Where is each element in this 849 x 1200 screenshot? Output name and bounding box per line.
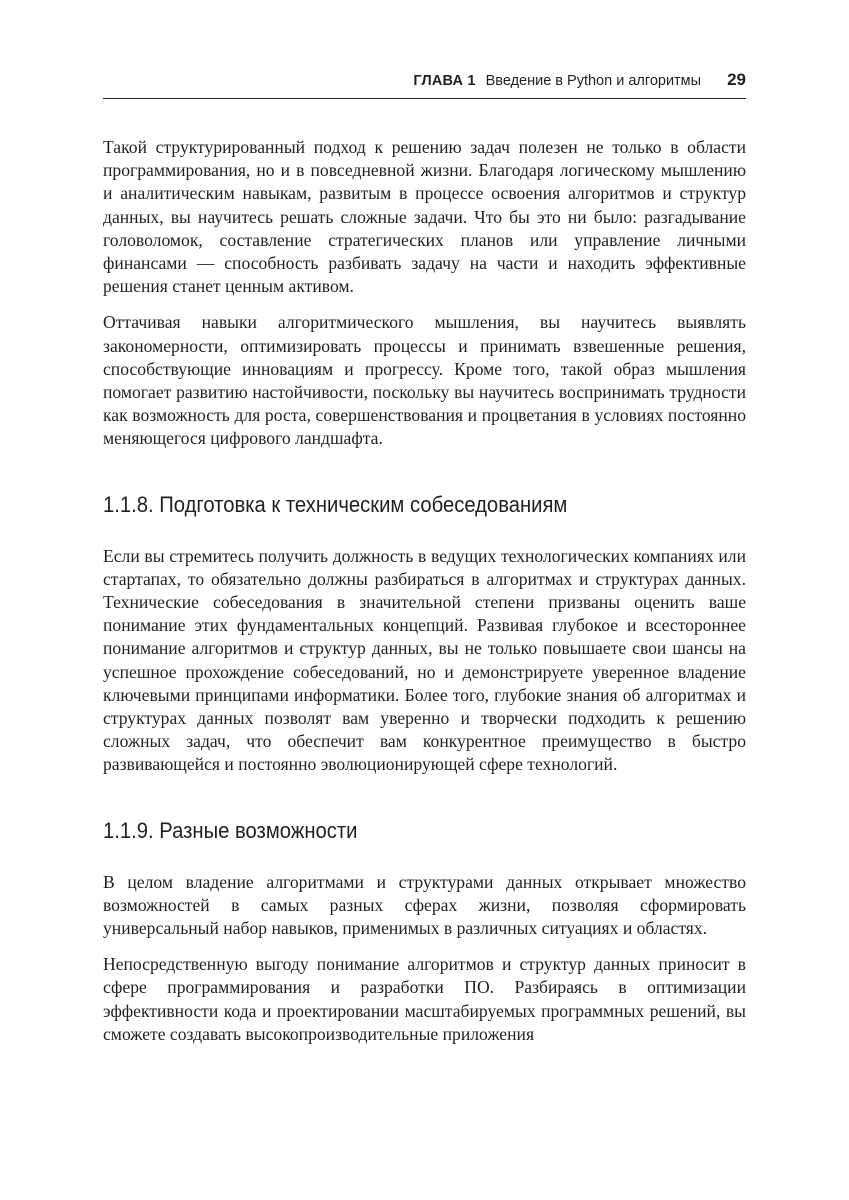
chapter-title: Введение в Python и алгоритмы	[485, 73, 702, 89]
chapter-label: ГЛАВА 1	[413, 73, 476, 89]
paragraph: Такой структурированный подход к решению задач полезен не только в области программирования, но и в повседневной жизни. Благодаря логическому мышлению и аналитическим навыкам, развитым в процессе освоения алгоритмов и структур данных, вы научитесь решать сложные задачи. Что бы это ни было: разгадывание головоломок, составление стратегических планов или управление личными финансами — способность разбивать задачу на части и находить эффективные решения станет ценным активом.	[103, 137, 746, 297]
paragraph: Непосредственную выгоду понимание алгоритмов и структур данных приносит в сфере программирования и разработки ПО. Разбираясь в оптимизации эффективности кода и проектировании масштабируемых программных решений, вы сможете создавать высокопроизводительные приложения	[103, 954, 746, 1044]
section-heading-1-1-9: 1.1.9. Разные возможности	[103, 817, 358, 843]
paragraph: В целом владение алгоритмами и структурами данных открывает множество возможностей в самых разных сферах жизни, позволяя сформировать универсальный набор навыков, применимых в различных ситуациях и областях.	[103, 871, 746, 939]
running-header	[103, 70, 746, 99]
paragraph: Если вы стремитесь получить должность в ведущих технологических компаниях или стартапах, то обязательно должны разбираться в алгоритмах и структурах данных. Технические собеседования в значительной степени призваны оценить ваше понимание этих фундаментальных концепций. Развивая глубокое и всестороннее понимание алгоритмов и структур данных, вы не только повышаете свои шансы на успешное прохождение собеседований, но и демонстрируете уверенное владение ключевыми принципами информатики. Более того, глубокие знания об алгоритмах и структурах данных позволят вам уверенно и творчески подходить к решению сложных задач, что обеспечит вам конкурентное преимущество в быстро развивающейся и постоянно эволюционирующей сфере технологий.	[103, 545, 746, 775]
paragraph: Оттачивая навыки алгоритмического мышления, вы научитесь выявлять закономерности, оптимизировать процессы и принимать взвешенные решения, способствующие инновациям и прогрессу. Кроме того, такой образ мышления помогает развитию настойчивости, поскольку вы научитесь воспринимать трудности как возможность для роста, совершенствования и процветания в условиях постоянно меняющегося цифрового ландшафта.	[103, 312, 746, 449]
page-number: 29	[727, 70, 746, 89]
page-body	[103, 136, 746, 1059]
section-heading-1-1-8: 1.1.8. Подготовка к техническим собеседованиям	[103, 491, 568, 517]
